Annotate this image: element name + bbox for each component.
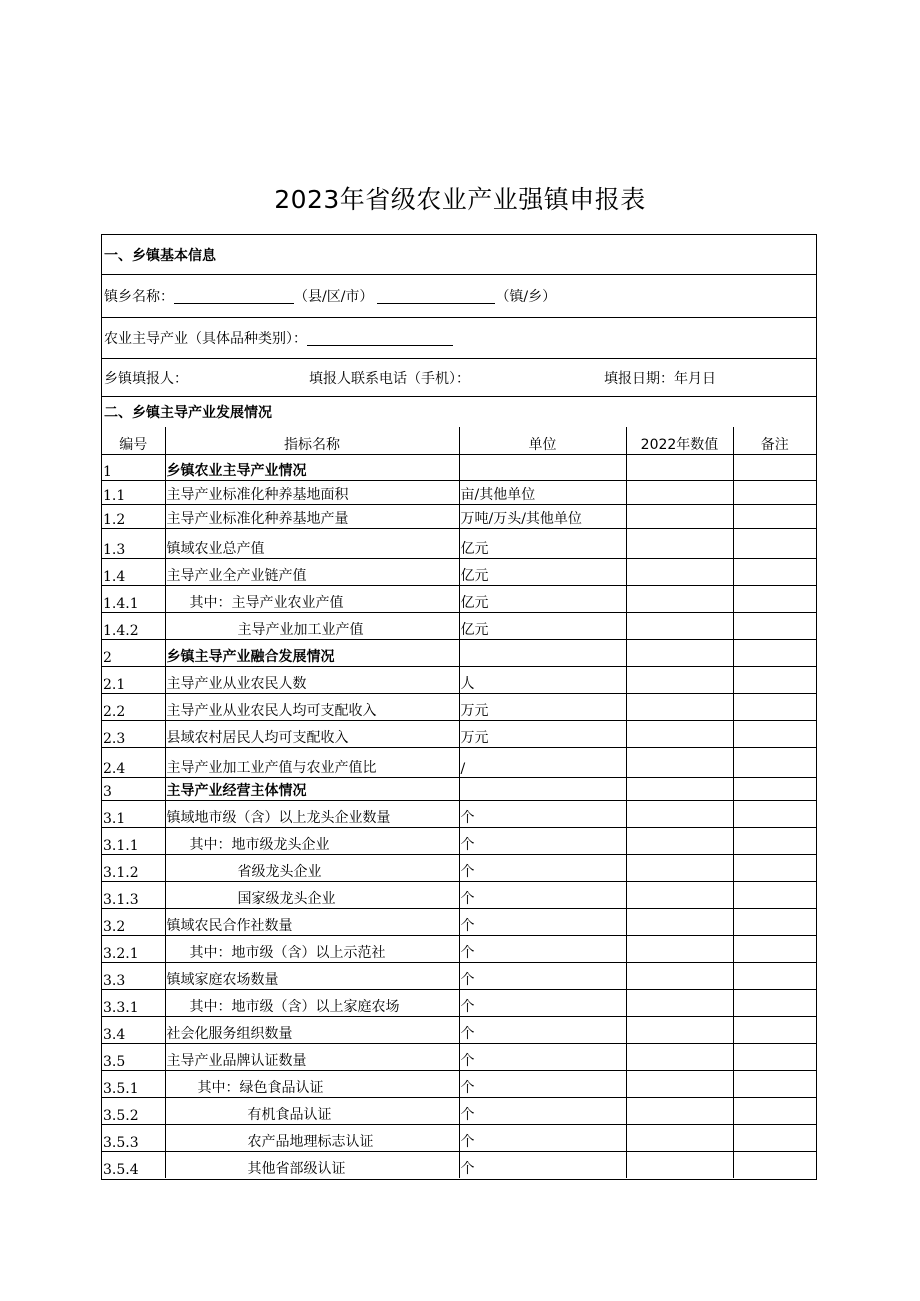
table-row [102, 1043, 816, 1070]
row-unit: 万元 [459, 693, 626, 720]
row-note-cell[interactable] [733, 585, 816, 612]
row-unit: 个 [459, 1043, 626, 1070]
row-indicator-name: 其他省部级认证 [165, 1151, 459, 1178]
row-note-cell[interactable] [733, 1070, 816, 1097]
row-indicator-name: 其中：地市级（含）以上示范社 [165, 935, 459, 962]
header-unit: 单位 [459, 427, 626, 454]
row-unit: 个 [459, 1097, 626, 1124]
row-num: 3.5.4 [102, 1151, 165, 1178]
row-value-cell[interactable] [626, 1151, 733, 1178]
table-row [102, 693, 816, 720]
row-indicator-name: 主导产业从业农民人均可支配收入 [165, 693, 459, 720]
filler-person-label: 乡镇填报人： [104, 370, 188, 387]
header-value: 2022年数值 [626, 427, 733, 454]
row-indicator-name: 主导产业加工业产值 [165, 612, 459, 639]
table-row [102, 908, 816, 935]
row-value-cell[interactable] [626, 1124, 733, 1151]
row-num: 3.4 [102, 1016, 165, 1043]
row-indicator-name: 主导产业从业农民人数 [165, 666, 459, 693]
row-num: 1.4 [102, 558, 165, 585]
row-value-cell[interactable] [626, 504, 733, 528]
main-industry-row [102, 318, 816, 359]
row-indicator-name: 其中：主导产业农业产值 [165, 585, 459, 612]
row-num: 3 [102, 777, 165, 800]
row-indicator-name: 其中：地市级（含）以上家庭农场 [165, 989, 459, 1016]
row-unit: 个 [459, 1151, 626, 1178]
row-value-cell[interactable] [626, 666, 733, 693]
table-row [102, 504, 816, 528]
header-num: 编号 [102, 427, 165, 454]
town-name-label: 镇乡名称： [104, 289, 174, 305]
row-value-cell[interactable] [626, 612, 733, 639]
row-indicator-name: 镇域农民合作社数量 [165, 908, 459, 935]
row-num: 1.1 [102, 480, 165, 504]
table-row [102, 558, 816, 585]
row-value-cell[interactable] [626, 454, 733, 480]
table-row [102, 1097, 816, 1124]
county-suffix: （县/区/市） [294, 289, 374, 305]
row-num: 3.3 [102, 962, 165, 989]
filler-phone-label: 填报人联系电话（手机）： [309, 370, 470, 387]
row-value-cell[interactable] [626, 989, 733, 1016]
row-indicator-name: 镇域家庭农场数量 [165, 962, 459, 989]
row-note-cell[interactable] [733, 777, 816, 800]
indicator-table [102, 427, 816, 1178]
row-unit: 个 [459, 827, 626, 854]
table-row [102, 528, 816, 558]
town-name-field[interactable] [377, 289, 495, 304]
row-num: 3.5 [102, 1043, 165, 1070]
row-note-cell[interactable] [733, 827, 816, 854]
row-indicator-name: 省级龙头企业 [165, 854, 459, 881]
table-row [102, 454, 816, 480]
row-unit: 万吨/万头/其他单位 [459, 504, 626, 528]
table-row [102, 800, 816, 827]
row-unit: 亿元 [459, 585, 626, 612]
row-note-cell[interactable] [733, 1043, 816, 1070]
row-num: 2.1 [102, 666, 165, 693]
row-note-cell[interactable] [733, 935, 816, 962]
section-industry-dev: 二、乡镇主导产业发展情况 [104, 405, 272, 421]
row-indicator-name: 乡镇主导产业融合发展情况 [165, 639, 459, 666]
row-unit: 个 [459, 935, 626, 962]
row-indicator-name: 有机食品认证 [165, 1097, 459, 1124]
row-value-cell[interactable] [626, 528, 733, 558]
row-value-cell[interactable] [626, 720, 733, 747]
table-row [102, 1151, 816, 1178]
row-num: 1.4.1 [102, 585, 165, 612]
row-indicator-name: 社会化服务组织数量 [165, 1016, 459, 1043]
row-num: 3.3.1 [102, 989, 165, 1016]
row-num: 3.1 [102, 800, 165, 827]
row-indicator-name: 镇域地市级（含）以上龙头企业数量 [165, 800, 459, 827]
table-row [102, 989, 816, 1016]
row-num: 3.5.3 [102, 1124, 165, 1151]
row-indicator-name: 其中：地市级龙头企业 [165, 827, 459, 854]
row-indicator-name: 国家级龙头企业 [165, 881, 459, 908]
row-unit: 亿元 [459, 528, 626, 558]
row-note-cell[interactable] [733, 989, 816, 1016]
row-unit: 亿元 [459, 558, 626, 585]
row-value-cell[interactable] [626, 962, 733, 989]
row-unit: 个 [459, 1016, 626, 1043]
row-value-cell[interactable] [626, 935, 733, 962]
row-indicator-name: 县域农村居民人均可支配收入 [165, 720, 459, 747]
row-note-cell[interactable] [733, 528, 816, 558]
row-note-cell[interactable] [733, 1151, 816, 1178]
row-unit: 人 [459, 666, 626, 693]
row-value-cell[interactable] [626, 800, 733, 827]
row-value-cell[interactable] [626, 854, 733, 881]
row-note-cell[interactable] [733, 1124, 816, 1151]
section-basic-info: 一、乡镇基本信息 [102, 235, 816, 275]
table-row [102, 1124, 816, 1151]
row-indicator-name: 主导产业标准化种养基地面积 [165, 480, 459, 504]
row-value-cell[interactable] [626, 693, 733, 720]
row-note-cell[interactable] [733, 854, 816, 881]
row-num: 3.1.3 [102, 881, 165, 908]
row-unit: 个 [459, 989, 626, 1016]
table-row [102, 935, 816, 962]
filler-row [102, 359, 816, 397]
row-unit: 个 [459, 881, 626, 908]
row-note-cell[interactable] [733, 639, 816, 666]
row-unit [459, 639, 626, 666]
row-indicator-name: 主导产业全产业链产值 [165, 558, 459, 585]
filler-date-label: 填报日期：年月日 [604, 370, 716, 387]
row-value-cell[interactable] [626, 1070, 733, 1097]
row-indicator-name: 镇域农业总产值 [165, 528, 459, 558]
row-note-cell[interactable] [733, 666, 816, 693]
row-note-cell[interactable] [733, 881, 816, 908]
page-title: 2023年省级农业产业强镇申报表 [274, 185, 646, 214]
table-row [102, 585, 816, 612]
row-note-cell[interactable] [733, 747, 816, 777]
row-unit: 个 [459, 908, 626, 935]
row-value-cell[interactable] [626, 639, 733, 666]
row-note-cell[interactable] [733, 480, 816, 504]
row-unit: 个 [459, 854, 626, 881]
row-num: 2.3 [102, 720, 165, 747]
main-industry-field[interactable] [307, 331, 453, 346]
table-row [102, 480, 816, 504]
table-row [102, 962, 816, 989]
row-unit [459, 454, 626, 480]
town-name-row [102, 275, 816, 318]
row-value-cell[interactable] [626, 777, 733, 800]
table-row [102, 827, 816, 854]
row-num: 3.1.1 [102, 827, 165, 854]
row-num: 3.2.1 [102, 935, 165, 962]
row-num: 3.1.2 [102, 854, 165, 881]
town-suffix: （镇/乡） [495, 289, 557, 305]
row-note-cell[interactable] [733, 720, 816, 747]
row-indicator-name: 主导产业加工业产值与农业产值比 [165, 747, 459, 777]
row-unit: / [459, 747, 626, 777]
header-note: 备注 [733, 427, 816, 454]
row-value-cell[interactable] [626, 585, 733, 612]
row-note-cell[interactable] [733, 1016, 816, 1043]
table-row [102, 777, 816, 800]
row-value-cell[interactable] [626, 1043, 733, 1070]
table-row [102, 881, 816, 908]
row-num: 1.2 [102, 504, 165, 528]
table-header-row [102, 427, 816, 454]
row-unit: 亩/其他单位 [459, 480, 626, 504]
row-unit: 个 [459, 1070, 626, 1097]
table-row [102, 612, 816, 639]
row-unit: 个 [459, 1124, 626, 1151]
row-note-cell[interactable] [733, 612, 816, 639]
row-value-cell[interactable] [626, 1016, 733, 1043]
row-unit: 亿元 [459, 612, 626, 639]
row-unit [459, 777, 626, 800]
row-note-cell[interactable] [733, 693, 816, 720]
row-num: 2.4 [102, 747, 165, 777]
table-row [102, 854, 816, 881]
row-unit: 个 [459, 800, 626, 827]
row-indicator-name: 主导产业标准化种养基地产量 [165, 504, 459, 528]
application-form [101, 234, 817, 1180]
header-name: 指标名称 [165, 427, 459, 454]
row-value-cell[interactable] [626, 558, 733, 585]
row-indicator-name: 农产品地理标志认证 [165, 1124, 459, 1151]
row-note-cell[interactable] [733, 1097, 816, 1124]
row-unit: 个 [459, 962, 626, 989]
row-indicator-name: 主导产业经营主体情况 [165, 777, 459, 800]
row-note-cell[interactable] [733, 962, 816, 989]
row-note-cell[interactable] [733, 558, 816, 585]
county-name-field[interactable] [174, 289, 294, 304]
row-num: 1 [102, 454, 165, 480]
row-value-cell[interactable] [626, 827, 733, 854]
row-value-cell[interactable] [626, 908, 733, 935]
row-note-cell[interactable] [733, 454, 816, 480]
table-row [102, 1016, 816, 1043]
row-num: 1.3 [102, 528, 165, 558]
table-row [102, 747, 816, 777]
row-num: 2 [102, 639, 165, 666]
row-indicator-name: 乡镇农业主导产业情况 [165, 454, 459, 480]
table-row [102, 1070, 816, 1097]
row-note-cell[interactable] [733, 504, 816, 528]
main-industry-label: 农业主导产业（具体品种类别）： [104, 331, 307, 347]
row-num: 3.5.1 [102, 1070, 165, 1097]
table-row [102, 639, 816, 666]
table-row [102, 720, 816, 747]
row-num: 3.5.2 [102, 1097, 165, 1124]
row-value-cell[interactable] [626, 480, 733, 504]
row-note-cell[interactable] [733, 800, 816, 827]
row-num: 2.2 [102, 693, 165, 720]
row-value-cell[interactable] [626, 881, 733, 908]
row-value-cell[interactable] [626, 747, 733, 777]
row-indicator-name: 主导产业品牌认证数量 [165, 1043, 459, 1070]
table-row [102, 666, 816, 693]
row-num: 3.2 [102, 908, 165, 935]
row-num: 1.4.2 [102, 612, 165, 639]
row-value-cell[interactable] [626, 1097, 733, 1124]
row-note-cell[interactable] [733, 908, 816, 935]
row-unit: 万元 [459, 720, 626, 747]
row-indicator-name: 其中：绿色食品认证 [165, 1070, 459, 1097]
